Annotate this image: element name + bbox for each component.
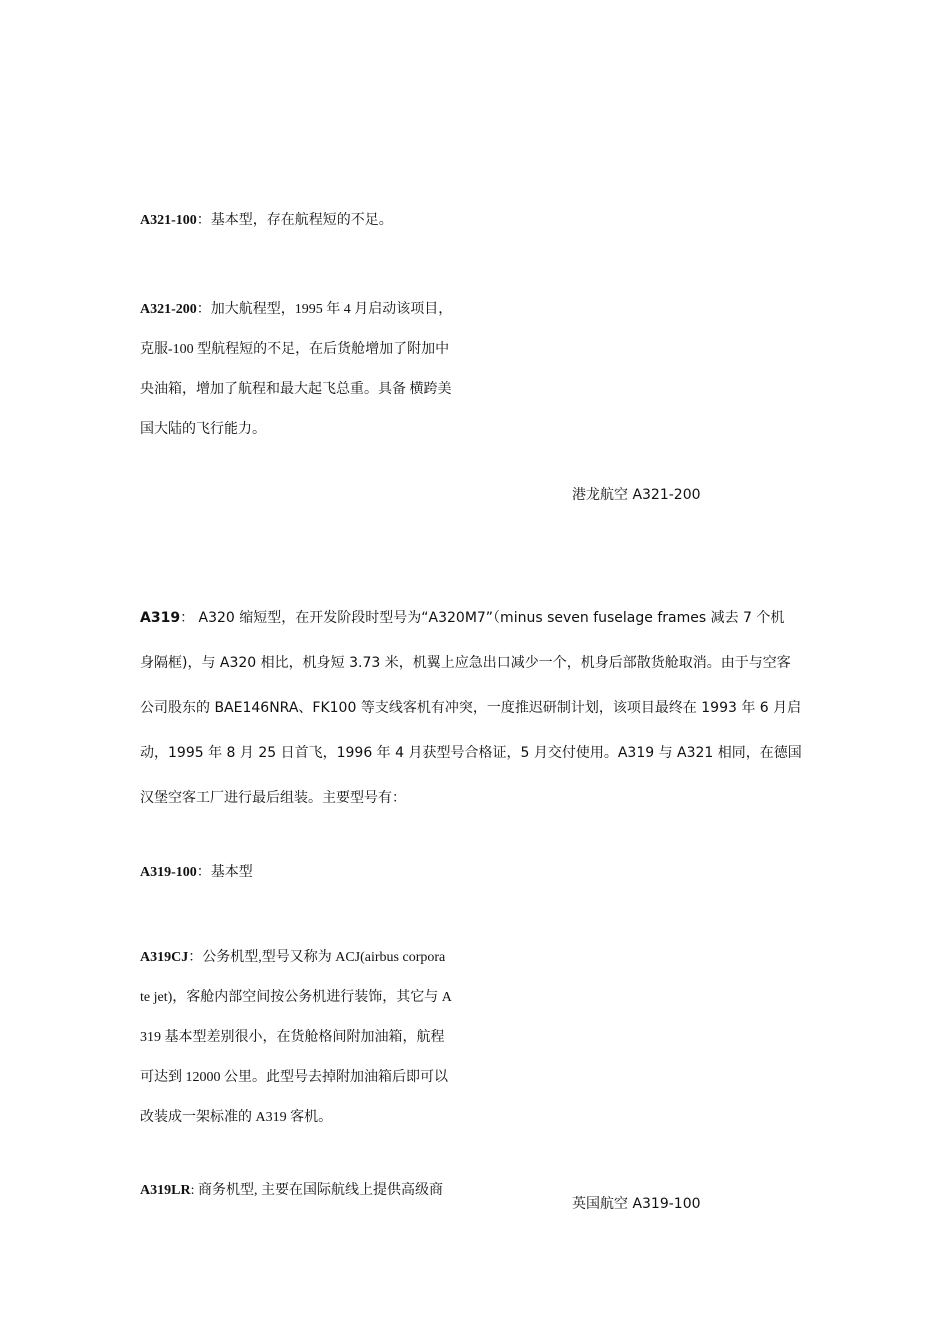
- text-line: te jet)，客舱内部空间按公务机进行装饰，其它与 A: [140, 990, 452, 1005]
- text-line: 可达到 12000 公里。此型号去掉附加油箱后即可以: [140, 1070, 448, 1085]
- term-a319cj: A319CJ: [140, 950, 189, 965]
- term-a319-100: A319-100: [140, 865, 197, 880]
- text-line: ：加大航程型，1995 年 4 月启动该项目，: [196, 302, 453, 317]
- image-caption-british-airways: 英国航空 A319-100: [572, 1196, 701, 1212]
- text-line: 动，1995 年 8 月 25 日首飞，1996 年 4 月获型号合格证，5 月交付使用。A319 与 A321 相同，在德国: [140, 745, 802, 761]
- text-line: 公司股东的 BAE146NRA、FK100 等支线客机有冲突，一度推迟研制计划，该项目最终在 1993 年 6 月启: [140, 700, 802, 716]
- text-a319lr: : 商务机型, 主要在国际航线上提供高级商: [190, 1183, 443, 1198]
- image-caption-dragonair: 港龙航空 A321-200: [572, 487, 701, 503]
- text-line: 改装成一架标准的 A319 客机。: [140, 1110, 333, 1125]
- text-a319-100: ：基本型: [196, 865, 253, 880]
- text-line: ：公务机型,型号又称为 ACJ(airbus corpora: [188, 950, 446, 965]
- term-a321-100: A321-100: [140, 213, 197, 228]
- term-a319lr: A319LR: [140, 1183, 191, 1198]
- text-line: 319 基本型差别很小，在货舱格间附加油箱，航程: [140, 1030, 445, 1045]
- text-a321-100: ：基本型，存在航程短的不足。: [196, 213, 393, 228]
- paragraph-a321-100: [140, 209, 393, 229]
- text-line: 汉堡空客工厂进行最后组装。主要型号有：: [140, 790, 406, 806]
- text-line: ： A320 缩短型，在开发阶段时型号为“A320M7”（minus seven fuselage frames 减去 7 个机: [180, 610, 785, 626]
- paragraph-a319-100: [140, 861, 253, 881]
- text-line: 身隔框)，与 A320 相比，机身短 3.73 米，机翼上应急出口减少一个，机身后部散货舱取消。由于与空客: [140, 655, 791, 671]
- paragraph-a321-200: [140, 290, 452, 450]
- paragraph-a319lr: [140, 1179, 443, 1199]
- text-line: 国大陆的飞行能力。: [140, 422, 266, 437]
- text-line: 克服-100 型航程短的不足，在后货舱增加了附加中: [140, 342, 450, 357]
- term-a319: A319: [140, 610, 181, 626]
- paragraph-a319: [140, 596, 802, 821]
- paragraph-a319cj: [140, 938, 452, 1138]
- term-a321-200: A321-200: [140, 302, 197, 317]
- text-line: 央油箱，增加了航程和最大起飞总重。具备 横跨美: [140, 382, 452, 397]
